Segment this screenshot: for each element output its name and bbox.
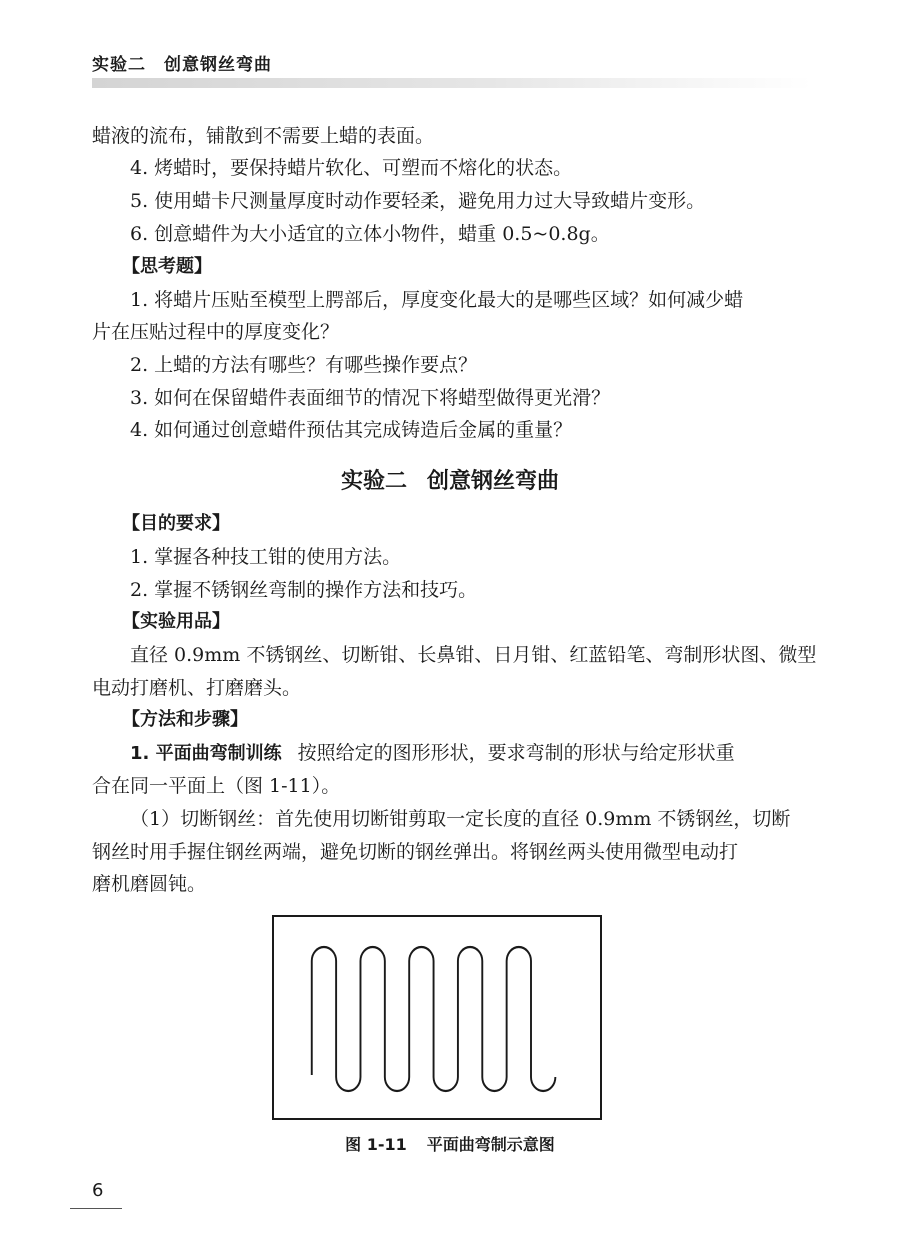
running-header-title: 实验二 创意钢丝弯曲 — [92, 55, 272, 75]
footer-rule — [70, 1208, 122, 1209]
section-title — [0, 462, 900, 502]
step1-line — [130, 737, 812, 769]
body-line: 蜡液的流布，铺散到不需要上蜡的表面。 — [92, 125, 435, 147]
question-item: 3. 如何在保留蜡件表面细节的情况下将蜡型做得更光滑？ — [130, 387, 611, 409]
step1-title: 1. 平面曲弯制训练 — [130, 743, 282, 764]
serpentine-wire — [312, 947, 556, 1091]
serpentine-wire-diagram — [274, 917, 600, 1118]
materials-line: 直径 0.9mm 不锈钢丝、切断钳、长鼻钳、日月钳、红蓝铅笔、弯制形状图、微型 — [130, 644, 817, 666]
objective-item: 2. 掌握不锈钢丝弯制的操作方法和技巧。 — [130, 579, 478, 601]
substep1-line: 磨机磨圆钝。 — [92, 873, 207, 895]
page-number: 6 — [92, 1180, 104, 1201]
materials-line: 电动打磨机、打磨磨头。 — [92, 677, 302, 699]
step1-text: 按照给定的图形形状，要求弯制的形状与给定形状重 — [297, 742, 735, 764]
step1-line: 合在同一平面上（图 1-11）。 — [92, 775, 341, 797]
figure-caption-text: 平面曲弯制示意图 — [426, 1135, 555, 1154]
question-item: 2. 上蜡的方法有哪些？有哪些操作要点？ — [130, 354, 478, 376]
objective-item: 1. 掌握各种技工钳的使用方法。 — [130, 546, 402, 568]
materials-heading: 【实验用品】 — [122, 611, 230, 632]
header-bar — [92, 78, 812, 88]
objectives-heading: 【目的要求】 — [122, 513, 230, 534]
figure-caption — [0, 1132, 900, 1155]
question-item: 4. 如何通过创意蜡件预估其完成铸造后金属的重量？ — [130, 419, 573, 441]
section-number: 实验二 — [340, 469, 407, 494]
note-item: 5. 使用蜡卡尺测量厚度时动作要轻柔，避免用力过大导致蜡片变形。 — [130, 190, 706, 212]
note-item: 4. 烤蜡时，要保持蜡片软化、可塑而不熔化的状态。 — [130, 157, 573, 179]
figure-label: 图 1-11 — [345, 1135, 407, 1154]
questions-heading: 【思考题】 — [122, 256, 212, 277]
note-item: 6. 创意蜡件为大小适宜的立体小物件，蜡重 0.5~0.8g。 — [130, 223, 610, 245]
substep1-line: 钢丝时用手握住钢丝两端，避免切断的钢丝弹出。将钢丝两头使用微型电动打 — [92, 841, 739, 863]
section-name: 创意钢丝弯曲 — [427, 469, 560, 494]
figure-frame — [272, 915, 602, 1120]
methods-heading: 【方法和步骤】 — [122, 709, 248, 730]
substep1-line: （1）切断钢丝：首先使用切断钳剪取一定长度的直径 0.9mm 不锈钢丝，切断 — [130, 808, 791, 830]
question-item: 1. 将蜡片压贴至模型上腭部后，厚度变化最大的是哪些区域？如何减少蜡 — [130, 289, 744, 311]
question-item: 片在压贴过程中的厚度变化？ — [92, 321, 340, 343]
